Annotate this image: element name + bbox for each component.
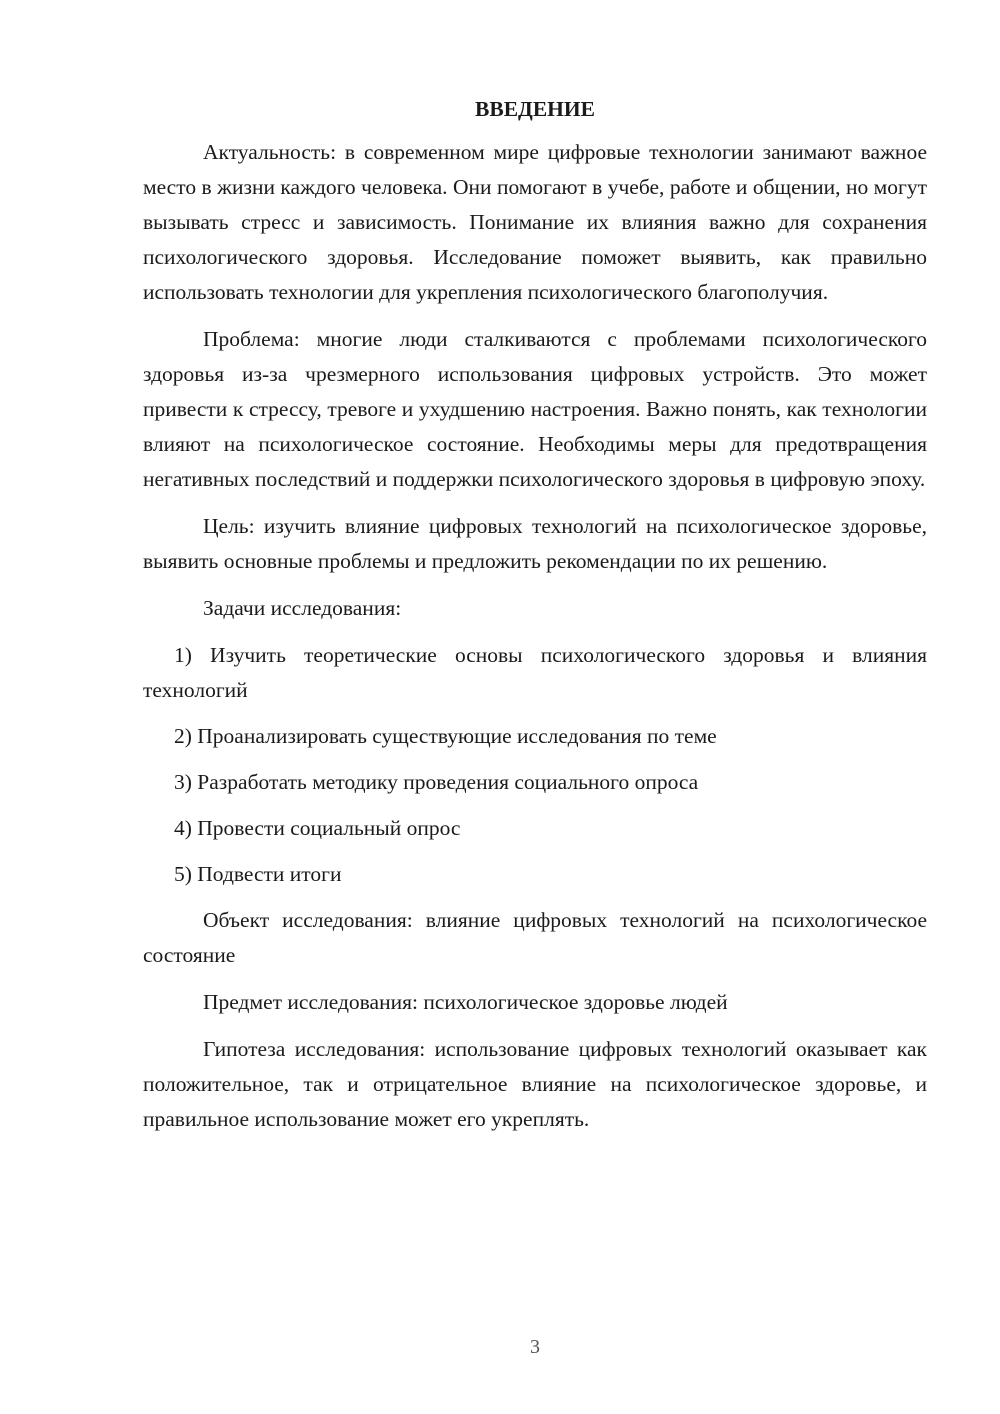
relevance-paragraph: Актуальность: в современном мире цифровые технологии занимают важное место в жизни каждого человека. Они помогают в учебе, работе и общении, но могут вызывать стресс и зависимость. Понимание их влияния важно для сохранения психологического здоровья. Исследование поможет выявить, как правильно использовать технологии для укрепления психологического благополучия. [143, 140, 927, 304]
subject-paragraph: Предмет исследования: психологическое здоровье людей [203, 990, 728, 1014]
task-item-2: 2) Проанализировать существующие исследования по теме [174, 724, 717, 748]
goal-paragraph: Цель: изучить влияние цифровых технологий на психологическое здоровье, выявить основные проблемы и предложить рекомендации по их решению. [143, 514, 927, 573]
task-item-4: 4) Провести социальный опрос [174, 816, 461, 840]
problem-paragraph: Проблема: многие люди сталкиваются с проблемами психологического здоровья из-за чрезмерного использования цифровых устройств. Это может привести к стрессу, тревоге и ухудшению настроения. Важно понять, как технологии влияют на психологическое состояние. Необходимы меры для предотвращения негативных последствий и поддержки психологического здоровья в цифровую эпоху. [143, 327, 927, 491]
page-title: ВВЕДЕНИЕ [475, 97, 595, 121]
tasks-heading: Задачи исследования: [203, 596, 402, 620]
page-number: 3 [530, 1336, 540, 1358]
task-item-5: 5) Подвести итоги [174, 862, 342, 886]
object-paragraph: Объект исследования: влияние цифровых технологий на психологическое состояние [143, 908, 927, 967]
task-item-1: 1) Изучить теоретические основы психологического здоровья и влияния технологий [143, 643, 927, 702]
document-body [143, 92, 927, 1149]
task-item-3: 3) Разработать методику проведения социального опроса [174, 770, 699, 794]
hypothesis-paragraph: Гипотеза исследования: использование цифровых технологий оказывает как положительное, так и отрицательное влияние на психологическое здоровье, и правильное использование может его укреплять. [143, 1037, 927, 1131]
